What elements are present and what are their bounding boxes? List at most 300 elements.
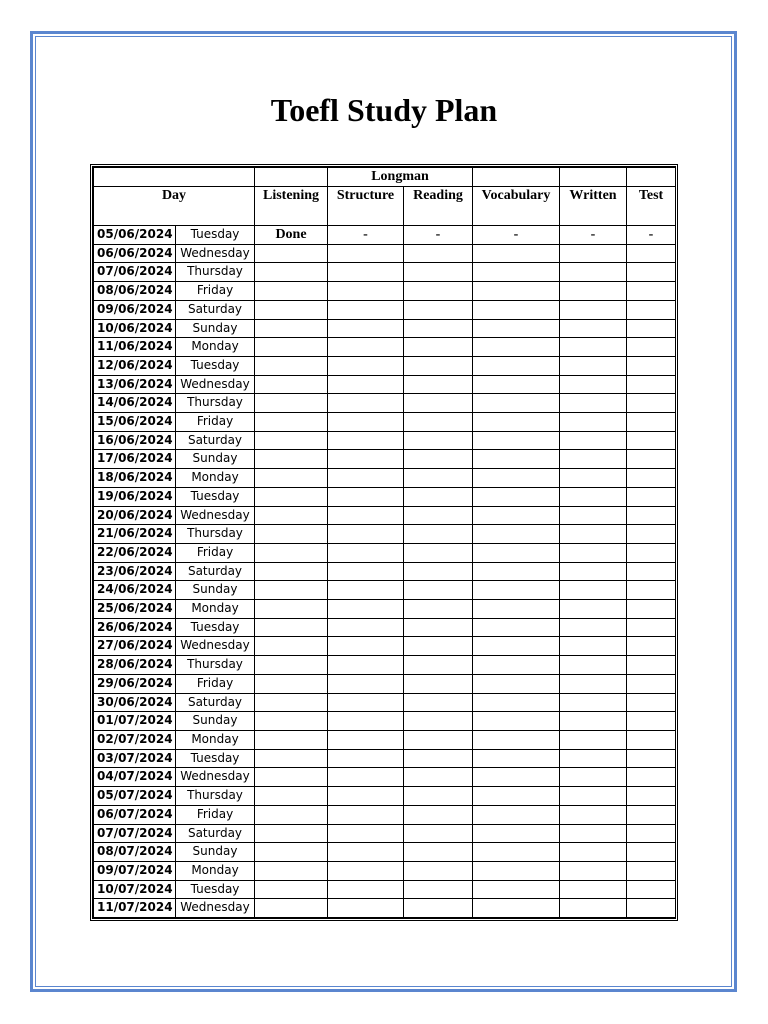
- weekday-cell: Wednesday: [176, 375, 255, 394]
- weekday-cell: Friday: [176, 413, 255, 432]
- listening-cell: [255, 843, 328, 862]
- vocabulary-cell: -: [473, 226, 560, 245]
- vocabulary-cell: [473, 581, 560, 600]
- table-row: [94, 861, 676, 880]
- study-plan-table: [90, 164, 678, 921]
- listening-cell: [255, 263, 328, 282]
- listening-cell: [255, 861, 328, 880]
- vocabulary-cell: [473, 263, 560, 282]
- vocabulary-cell: [473, 768, 560, 787]
- reading-cell: [404, 525, 473, 544]
- weekday-cell: Wednesday: [176, 506, 255, 525]
- table-row: [94, 656, 676, 675]
- table-row: [94, 674, 676, 693]
- written-cell: [560, 674, 627, 693]
- test-cell: [627, 319, 676, 338]
- written-cell: [560, 824, 627, 843]
- written-cell: [560, 712, 627, 731]
- date-cell: 11/06/2024: [94, 338, 176, 357]
- written-cell: [560, 543, 627, 562]
- date-cell: 25/06/2024: [94, 600, 176, 619]
- written-cell: -: [560, 226, 627, 245]
- table-row: [94, 562, 676, 581]
- listening-cell: [255, 562, 328, 581]
- structure-cell: [328, 712, 404, 731]
- table-row: [94, 356, 676, 375]
- written-cell: [560, 300, 627, 319]
- reading-cell: [404, 899, 473, 918]
- weekday-cell: Saturday: [176, 562, 255, 581]
- written-cell: [560, 356, 627, 375]
- table-row: [94, 300, 676, 319]
- structure-cell: [328, 282, 404, 301]
- listening-cell: [255, 487, 328, 506]
- listening-cell: Done: [255, 226, 328, 245]
- vocabulary-cell: [473, 656, 560, 675]
- structure-cell: [328, 375, 404, 394]
- weekday-cell: Monday: [176, 730, 255, 749]
- test-cell: [627, 880, 676, 899]
- listening-cell: [255, 543, 328, 562]
- reading-cell: [404, 600, 473, 619]
- listening-cell: [255, 730, 328, 749]
- group-header-longman: Longman: [328, 168, 473, 187]
- listening-cell: [255, 506, 328, 525]
- reading-cell: [404, 693, 473, 712]
- vocabulary-cell: [473, 394, 560, 413]
- reading-cell: [404, 749, 473, 768]
- vocabulary-cell: [473, 805, 560, 824]
- written-cell: [560, 562, 627, 581]
- date-cell: 09/06/2024: [94, 300, 176, 319]
- structure-cell: [328, 394, 404, 413]
- weekday-cell: Friday: [176, 282, 255, 301]
- written-cell: [560, 843, 627, 862]
- vocabulary-cell: [473, 356, 560, 375]
- table-row: [94, 768, 676, 787]
- listening-cell: [255, 356, 328, 375]
- test-cell: [627, 637, 676, 656]
- header-blank-cell: [560, 168, 627, 187]
- date-cell: 16/06/2024: [94, 431, 176, 450]
- vocabulary-cell: [473, 824, 560, 843]
- table-row: [94, 843, 676, 862]
- written-cell: [560, 375, 627, 394]
- structure-cell: [328, 506, 404, 525]
- structure-cell: [328, 637, 404, 656]
- listening-cell: [255, 450, 328, 469]
- table-row: [94, 525, 676, 544]
- vocabulary-cell: [473, 637, 560, 656]
- written-cell: [560, 805, 627, 824]
- weekday-cell: Saturday: [176, 824, 255, 843]
- date-cell: 07/06/2024: [94, 263, 176, 282]
- header-row-columns: [94, 187, 676, 226]
- reading-cell: [404, 244, 473, 263]
- table-body: [94, 226, 676, 918]
- date-cell: 30/06/2024: [94, 693, 176, 712]
- table-row: [94, 637, 676, 656]
- date-cell: 08/07/2024: [94, 843, 176, 862]
- date-cell: 15/06/2024: [94, 413, 176, 432]
- test-cell: [627, 543, 676, 562]
- weekday-cell: Thursday: [176, 263, 255, 282]
- weekday-cell: Saturday: [176, 431, 255, 450]
- table-row: [94, 338, 676, 357]
- weekday-cell: Tuesday: [176, 487, 255, 506]
- date-cell: 13/06/2024: [94, 375, 176, 394]
- reading-cell: [404, 469, 473, 488]
- test-cell: [627, 450, 676, 469]
- date-cell: 05/06/2024: [94, 226, 176, 245]
- reading-cell: [404, 487, 473, 506]
- date-cell: 23/06/2024: [94, 562, 176, 581]
- test-cell: [627, 375, 676, 394]
- test-cell: [627, 581, 676, 600]
- weekday-cell: Friday: [176, 674, 255, 693]
- written-cell: [560, 263, 627, 282]
- reading-cell: [404, 282, 473, 301]
- vocabulary-cell: [473, 693, 560, 712]
- listening-cell: [255, 375, 328, 394]
- reading-cell: [404, 300, 473, 319]
- test-cell: [627, 562, 676, 581]
- vocabulary-cell: [473, 244, 560, 263]
- reading-cell: [404, 712, 473, 731]
- weekday-cell: Friday: [176, 543, 255, 562]
- test-cell: [627, 300, 676, 319]
- weekday-cell: Wednesday: [176, 244, 255, 263]
- date-cell: 26/06/2024: [94, 618, 176, 637]
- structure-cell: [328, 431, 404, 450]
- date-cell: 17/06/2024: [94, 450, 176, 469]
- reading-cell: [404, 413, 473, 432]
- date-cell: 20/06/2024: [94, 506, 176, 525]
- date-cell: 18/06/2024: [94, 469, 176, 488]
- test-cell: [627, 282, 676, 301]
- listening-cell: [255, 637, 328, 656]
- vocabulary-cell: [473, 282, 560, 301]
- test-cell: [627, 674, 676, 693]
- date-cell: 24/06/2024: [94, 581, 176, 600]
- listening-cell: [255, 525, 328, 544]
- structure-cell: [328, 413, 404, 432]
- weekday-cell: Wednesday: [176, 637, 255, 656]
- test-cell: [627, 749, 676, 768]
- reading-cell: [404, 375, 473, 394]
- weekday-cell: Tuesday: [176, 356, 255, 375]
- weekday-cell: Monday: [176, 861, 255, 880]
- written-cell: [560, 319, 627, 338]
- vocabulary-cell: [473, 562, 560, 581]
- reading-cell: [404, 768, 473, 787]
- reading-cell: [404, 824, 473, 843]
- listening-cell: [255, 899, 328, 918]
- test-cell: [627, 244, 676, 263]
- vocabulary-cell: [473, 525, 560, 544]
- header-blank-cell: [473, 168, 560, 187]
- reading-cell: [404, 431, 473, 450]
- structure-cell: [328, 319, 404, 338]
- written-cell: [560, 413, 627, 432]
- reading-cell: [404, 263, 473, 282]
- written-cell: [560, 394, 627, 413]
- weekday-cell: Thursday: [176, 394, 255, 413]
- structure-cell: [328, 674, 404, 693]
- weekday-cell: Tuesday: [176, 880, 255, 899]
- date-cell: 09/07/2024: [94, 861, 176, 880]
- reading-cell: [404, 787, 473, 806]
- structure-cell: [328, 880, 404, 899]
- written-cell: [560, 431, 627, 450]
- date-cell: 10/06/2024: [94, 319, 176, 338]
- structure-cell: [328, 787, 404, 806]
- table-row: [94, 730, 676, 749]
- weekday-cell: Saturday: [176, 693, 255, 712]
- test-cell: [627, 338, 676, 357]
- structure-cell: -: [328, 226, 404, 245]
- written-cell: [560, 768, 627, 787]
- table-row: [94, 487, 676, 506]
- header-row-group: [94, 168, 676, 187]
- date-cell: 12/06/2024: [94, 356, 176, 375]
- reading-cell: [404, 805, 473, 824]
- listening-cell: [255, 787, 328, 806]
- written-cell: [560, 525, 627, 544]
- vocabulary-cell: [473, 674, 560, 693]
- listening-cell: [255, 600, 328, 619]
- vocabulary-cell: [473, 506, 560, 525]
- date-cell: 06/06/2024: [94, 244, 176, 263]
- vocabulary-cell: [473, 375, 560, 394]
- header-blank-cell: [627, 168, 676, 187]
- column-header-test: Test: [627, 187, 676, 226]
- written-cell: [560, 861, 627, 880]
- vocabulary-cell: [473, 487, 560, 506]
- vocabulary-cell: [473, 899, 560, 918]
- listening-cell: [255, 431, 328, 450]
- vocabulary-cell: [473, 600, 560, 619]
- weekday-cell: Tuesday: [176, 749, 255, 768]
- reading-cell: [404, 356, 473, 375]
- vocabulary-cell: [473, 861, 560, 880]
- column-header-reading: Reading: [404, 187, 473, 226]
- column-header-written: Written: [560, 187, 627, 226]
- structure-cell: [328, 450, 404, 469]
- vocabulary-cell: [473, 618, 560, 637]
- weekday-cell: Thursday: [176, 656, 255, 675]
- column-header-structure: Structure: [328, 187, 404, 226]
- test-cell: [627, 525, 676, 544]
- table-row: [94, 712, 676, 731]
- listening-cell: [255, 656, 328, 675]
- weekday-cell: Sunday: [176, 712, 255, 731]
- weekday-cell: Sunday: [176, 843, 255, 862]
- listening-cell: [255, 394, 328, 413]
- reading-cell: [404, 843, 473, 862]
- structure-cell: [328, 749, 404, 768]
- column-header-listening: Listening: [255, 187, 328, 226]
- table-row: [94, 282, 676, 301]
- test-cell: [627, 730, 676, 749]
- date-cell: 02/07/2024: [94, 730, 176, 749]
- listening-cell: [255, 413, 328, 432]
- written-cell: [560, 244, 627, 263]
- reading-cell: [404, 637, 473, 656]
- weekday-cell: Friday: [176, 805, 255, 824]
- vocabulary-cell: [473, 338, 560, 357]
- column-header-day: Day: [94, 187, 255, 226]
- date-cell: 08/06/2024: [94, 282, 176, 301]
- written-cell: [560, 618, 627, 637]
- weekday-cell: Thursday: [176, 787, 255, 806]
- reading-cell: [404, 562, 473, 581]
- structure-cell: [328, 581, 404, 600]
- weekday-cell: Sunday: [176, 581, 255, 600]
- structure-cell: [328, 899, 404, 918]
- test-cell: [627, 600, 676, 619]
- listening-cell: [255, 300, 328, 319]
- listening-cell: [255, 618, 328, 637]
- header-blank-cell: [94, 168, 255, 187]
- test-cell: [627, 487, 676, 506]
- test-cell: [627, 824, 676, 843]
- vocabulary-cell: [473, 543, 560, 562]
- written-cell: [560, 880, 627, 899]
- reading-cell: [404, 506, 473, 525]
- listening-cell: [255, 824, 328, 843]
- listening-cell: [255, 674, 328, 693]
- listening-cell: [255, 805, 328, 824]
- test-cell: [627, 469, 676, 488]
- structure-cell: [328, 618, 404, 637]
- weekday-cell: Sunday: [176, 450, 255, 469]
- table-row: [94, 375, 676, 394]
- test-cell: [627, 656, 676, 675]
- column-header-vocabulary: Vocabulary: [473, 187, 560, 226]
- written-cell: [560, 469, 627, 488]
- test-cell: [627, 356, 676, 375]
- test-cell: [627, 693, 676, 712]
- written-cell: [560, 656, 627, 675]
- table-row: [94, 543, 676, 562]
- reading-cell: -: [404, 226, 473, 245]
- weekday-cell: Saturday: [176, 300, 255, 319]
- reading-cell: [404, 674, 473, 693]
- reading-cell: [404, 581, 473, 600]
- written-cell: [560, 637, 627, 656]
- structure-cell: [328, 543, 404, 562]
- date-cell: 04/07/2024: [94, 768, 176, 787]
- listening-cell: [255, 712, 328, 731]
- reading-cell: [404, 338, 473, 357]
- structure-cell: [328, 244, 404, 263]
- date-cell: 03/07/2024: [94, 749, 176, 768]
- structure-cell: [328, 469, 404, 488]
- listening-cell: [255, 469, 328, 488]
- reading-cell: [404, 394, 473, 413]
- weekday-cell: Wednesday: [176, 768, 255, 787]
- date-cell: 28/06/2024: [94, 656, 176, 675]
- structure-cell: [328, 805, 404, 824]
- written-cell: [560, 693, 627, 712]
- listening-cell: [255, 768, 328, 787]
- vocabulary-cell: [473, 431, 560, 450]
- table-row: [94, 506, 676, 525]
- table-row: [94, 600, 676, 619]
- written-cell: [560, 581, 627, 600]
- written-cell: [560, 600, 627, 619]
- vocabulary-cell: [473, 319, 560, 338]
- table-row: [94, 581, 676, 600]
- vocabulary-cell: [473, 843, 560, 862]
- table-row: [94, 805, 676, 824]
- written-cell: [560, 749, 627, 768]
- date-cell: 01/07/2024: [94, 712, 176, 731]
- reading-cell: [404, 730, 473, 749]
- reading-cell: [404, 543, 473, 562]
- written-cell: [560, 506, 627, 525]
- table-row: [94, 431, 676, 450]
- table-row: [94, 263, 676, 282]
- weekday-cell: Tuesday: [176, 618, 255, 637]
- test-cell: [627, 431, 676, 450]
- reading-cell: [404, 450, 473, 469]
- date-cell: 14/06/2024: [94, 394, 176, 413]
- weekday-cell: Monday: [176, 600, 255, 619]
- date-cell: 07/07/2024: [94, 824, 176, 843]
- structure-cell: [328, 730, 404, 749]
- listening-cell: [255, 749, 328, 768]
- date-cell: 10/07/2024: [94, 880, 176, 899]
- test-cell: [627, 413, 676, 432]
- vocabulary-cell: [473, 749, 560, 768]
- structure-cell: [328, 525, 404, 544]
- structure-cell: [328, 600, 404, 619]
- vocabulary-cell: [473, 787, 560, 806]
- table-row: [94, 244, 676, 263]
- structure-cell: [328, 768, 404, 787]
- structure-cell: [328, 300, 404, 319]
- vocabulary-cell: [473, 730, 560, 749]
- date-cell: 19/06/2024: [94, 487, 176, 506]
- structure-cell: [328, 843, 404, 862]
- reading-cell: [404, 656, 473, 675]
- listening-cell: [255, 244, 328, 263]
- document-title: Toefl Study Plan: [270, 92, 498, 128]
- date-cell: 11/07/2024: [94, 899, 176, 918]
- listening-cell: [255, 319, 328, 338]
- date-cell: 06/07/2024: [94, 805, 176, 824]
- written-cell: [560, 338, 627, 357]
- vocabulary-cell: [473, 712, 560, 731]
- listening-cell: [255, 338, 328, 357]
- structure-cell: [328, 263, 404, 282]
- listening-cell: [255, 581, 328, 600]
- structure-cell: [328, 824, 404, 843]
- test-cell: [627, 805, 676, 824]
- date-cell: 21/06/2024: [94, 525, 176, 544]
- structure-cell: [328, 562, 404, 581]
- listening-cell: [255, 693, 328, 712]
- vocabulary-cell: [473, 880, 560, 899]
- structure-cell: [328, 356, 404, 375]
- test-cell: [627, 618, 676, 637]
- weekday-cell: Monday: [176, 338, 255, 357]
- table-row: [94, 394, 676, 413]
- weekday-cell: Tuesday: [176, 226, 255, 245]
- date-cell: 29/06/2024: [94, 674, 176, 693]
